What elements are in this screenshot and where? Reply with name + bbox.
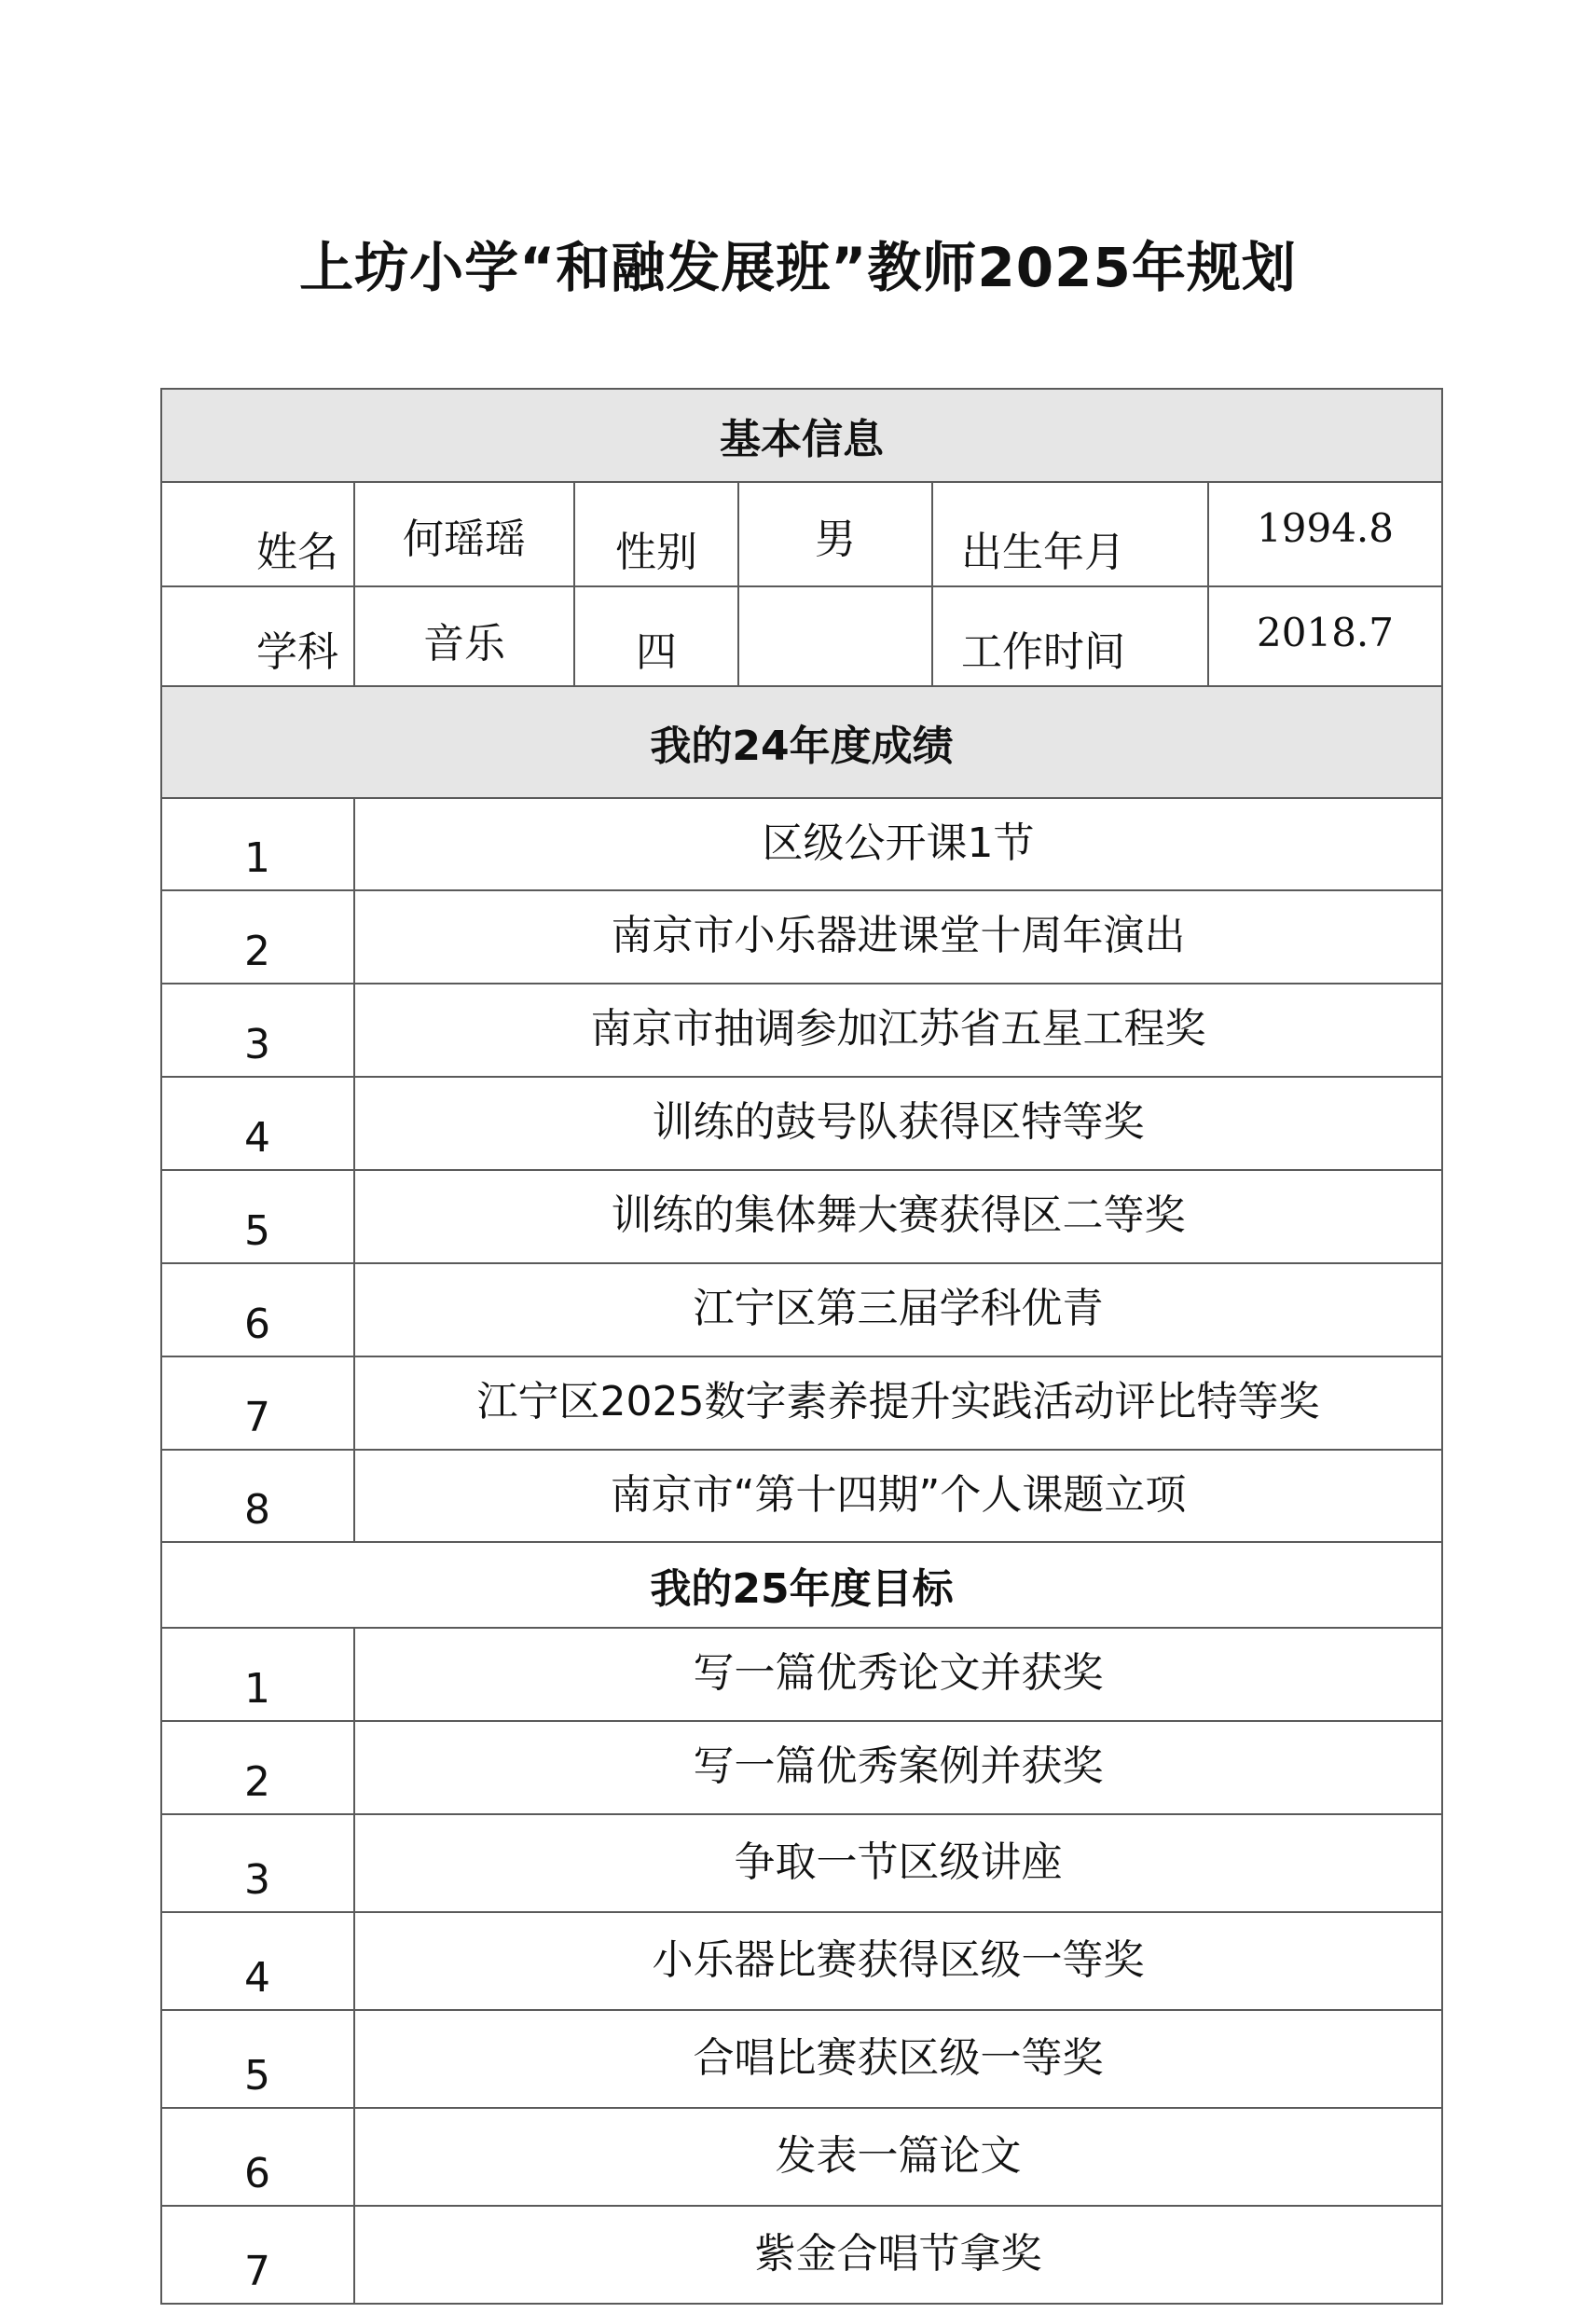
achievement-text: 江宁区第三届学科优青 (354, 1263, 1442, 1356)
row-number: 4 (161, 1912, 354, 2010)
row-number: 2 (161, 1721, 354, 1814)
basic-info-header-row (161, 389, 1442, 482)
table-row (161, 2108, 1442, 2206)
row-number: 1 (161, 1628, 354, 1721)
goal-text: 写一篇优秀论文并获奖 (354, 1628, 1442, 1721)
gender-value: 男 (738, 482, 932, 586)
achievement-text: 南京市抽调参加江苏省五星工程奖 (354, 984, 1442, 1077)
achievement-text: 南京市“第十四期”个人课题立项 (354, 1450, 1442, 1542)
name-value: 何瑶瑶 (354, 482, 574, 586)
table-row (161, 1077, 1442, 1170)
achievement-text: 江宁区2025数字素养提升实践活动评比特等奖 (354, 1356, 1442, 1450)
table-row (161, 1912, 1442, 2010)
goal-text: 小乐器比赛获得区级一等奖 (354, 1912, 1442, 2010)
row-number: 3 (161, 1814, 354, 1912)
table-row (161, 890, 1442, 984)
birth-value: 1994.8 (1208, 482, 1442, 586)
achievements-header-row (161, 686, 1442, 798)
table-row (161, 1628, 1442, 1721)
birth-label: 出生年月 (932, 482, 1208, 586)
table-row (161, 798, 1442, 890)
basic-info-row-1 (161, 482, 1442, 586)
row-number: 5 (161, 2010, 354, 2108)
table-row (161, 1356, 1442, 1450)
goals-title: 我的25年度目标 (161, 1542, 1442, 1628)
goal-text: 发表一篇论文 (354, 2108, 1442, 2206)
table-row (161, 1814, 1442, 1912)
table-row (161, 984, 1442, 1077)
goals-header-row (161, 1542, 1442, 1628)
goal-text: 争取一节区级讲座 (354, 1814, 1442, 1912)
work-label: 工作时间 (932, 586, 1208, 686)
achievement-text: 区级公开课1节 (354, 798, 1442, 890)
subject-value: 音乐 (354, 586, 574, 686)
goal-text: 紫金合唱节拿奖 (354, 2206, 1442, 2304)
row-number: 7 (161, 2206, 354, 2304)
achievement-text: 训练的鼓号队获得区特等奖 (354, 1077, 1442, 1170)
row-number: 4 (161, 1077, 354, 1170)
row-number: 6 (161, 2108, 354, 2206)
table-row (161, 2206, 1442, 2304)
achievements-title: 我的24年度成绩 (161, 686, 1442, 798)
row-number: 1 (161, 798, 354, 890)
grade-value: 四 (574, 586, 738, 686)
table-row (161, 1263, 1442, 1356)
table-row (161, 1450, 1442, 1542)
achievement-text: 南京市小乐器进课堂十周年演出 (354, 890, 1442, 984)
work-value: 2018.7 (1208, 586, 1442, 686)
name-label: 姓名 (161, 482, 354, 586)
row-number: 7 (161, 1356, 354, 1450)
row-number: 5 (161, 1170, 354, 1263)
goal-text: 写一篇优秀案例并获奖 (354, 1721, 1442, 1814)
empty-cell (738, 586, 932, 686)
basic-info-row-2 (161, 586, 1442, 686)
row-number: 3 (161, 984, 354, 1077)
subject-label: 学科 (161, 586, 354, 686)
page-title: 上坊小学“和融发展班”教师2025年规划 (299, 236, 1297, 299)
plan-table (160, 388, 1443, 2305)
row-number: 6 (161, 1263, 354, 1356)
table-row (161, 1721, 1442, 1814)
table-row (161, 2010, 1442, 2108)
row-number: 8 (161, 1450, 354, 1542)
basic-info-title: 基本信息 (161, 389, 1442, 482)
achievement-text: 训练的集体舞大赛获得区二等奖 (354, 1170, 1442, 1263)
gender-label: 性别 (574, 482, 738, 586)
row-number: 2 (161, 890, 354, 984)
goal-text: 合唱比赛获区级一等奖 (354, 2010, 1442, 2108)
table-row (161, 1170, 1442, 1263)
